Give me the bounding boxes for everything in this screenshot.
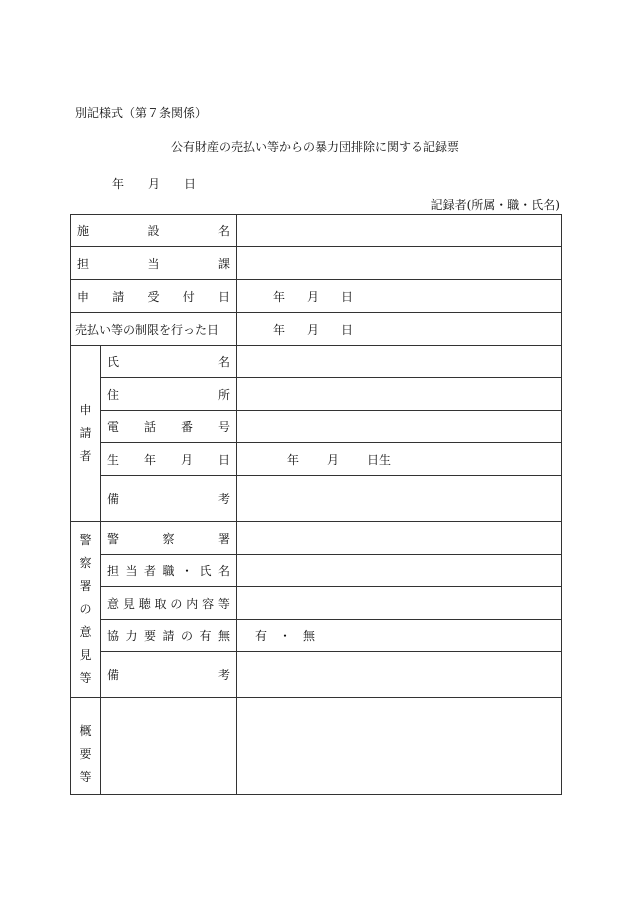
police-remarks-label: 備 考 bbox=[101, 652, 237, 698]
applicant-phone-field[interactable] bbox=[237, 411, 562, 443]
date-month: 月 bbox=[148, 177, 161, 191]
cooperation-yes[interactable]: 有 bbox=[255, 629, 268, 643]
facility-name-field[interactable] bbox=[237, 215, 562, 247]
date-year: 年 bbox=[112, 177, 125, 191]
summary-group-label: 概 要 等 bbox=[71, 698, 101, 795]
row-applicant-address bbox=[71, 378, 562, 411]
row-police-cooperation bbox=[71, 620, 562, 652]
row-application-date bbox=[71, 280, 562, 313]
applicant-name-label: 氏 名 bbox=[101, 346, 237, 378]
row-department bbox=[71, 247, 562, 280]
police-remarks-field[interactable] bbox=[237, 652, 562, 698]
applicant-address-field[interactable] bbox=[237, 378, 562, 411]
police-group-label: 警 察 署 の 意 見 等 bbox=[71, 522, 101, 698]
facility-name-label: 施 設 名 bbox=[71, 215, 237, 247]
applicant-name-field[interactable] bbox=[237, 346, 562, 378]
date-day: 日 bbox=[184, 177, 197, 191]
applicant-remarks-label: 備 考 bbox=[101, 476, 237, 522]
application-date-field[interactable]: 年 月 日 bbox=[237, 280, 562, 313]
applicant-birth-field[interactable]: 年 月 日生 bbox=[237, 443, 562, 476]
police-station-field[interactable] bbox=[237, 522, 562, 555]
record-date bbox=[112, 175, 220, 192]
police-cooperation-label: 協 力 要 請 の 有 無 bbox=[101, 620, 237, 652]
police-station-label: 警 察 署 bbox=[101, 522, 237, 555]
row-applicant-name bbox=[71, 346, 562, 378]
restriction-date-field[interactable]: 年 月 日 bbox=[237, 313, 562, 346]
recorder-label: 記録者(所属・職・氏名) bbox=[430, 198, 560, 212]
row-summary bbox=[71, 698, 562, 795]
department-field[interactable] bbox=[237, 247, 562, 280]
cooperation-no[interactable]: 無 bbox=[303, 629, 316, 643]
row-restriction-date bbox=[71, 313, 562, 346]
police-hearing-field[interactable] bbox=[237, 587, 562, 620]
document-title: 公有財産の売払い等からの暴力団排除に関する記録票 bbox=[170, 140, 459, 154]
restriction-date-label: 売払い等の制限を行った日 bbox=[71, 313, 237, 346]
applicant-birth-label: 生 年 月 日 bbox=[101, 443, 237, 476]
row-police-officer bbox=[71, 555, 562, 587]
row-police-remarks bbox=[71, 652, 562, 698]
applicant-address-label: 住 所 bbox=[101, 378, 237, 411]
applicant-group-label: 申 請 者 bbox=[71, 346, 101, 522]
form-label: 別記様式（第７条関係） bbox=[75, 106, 208, 120]
row-applicant-phone bbox=[71, 411, 562, 443]
department-label: 担 当 課 bbox=[71, 247, 237, 280]
police-cooperation-field[interactable]: 有 ・ 無 bbox=[237, 620, 562, 652]
row-police-station bbox=[71, 522, 562, 555]
applicant-phone-label: 電 話 番 号 bbox=[101, 411, 237, 443]
police-officer-field[interactable] bbox=[237, 555, 562, 587]
police-hearing-label: 意 見 聴 取 の 内 容 等 bbox=[101, 587, 237, 620]
applicant-remarks-field[interactable] bbox=[237, 476, 562, 522]
police-officer-label: 担 当 者 職 ・ 氏 名 bbox=[101, 555, 237, 587]
record-form-table bbox=[70, 214, 562, 795]
summary-sub-field[interactable] bbox=[101, 698, 237, 795]
row-applicant-birth bbox=[71, 443, 562, 476]
summary-field[interactable] bbox=[237, 698, 562, 795]
row-police-hearing bbox=[71, 587, 562, 620]
row-facility-name bbox=[71, 215, 562, 247]
row-applicant-remarks bbox=[71, 476, 562, 522]
application-date-label: 申 請 受 付 日 bbox=[71, 280, 237, 313]
